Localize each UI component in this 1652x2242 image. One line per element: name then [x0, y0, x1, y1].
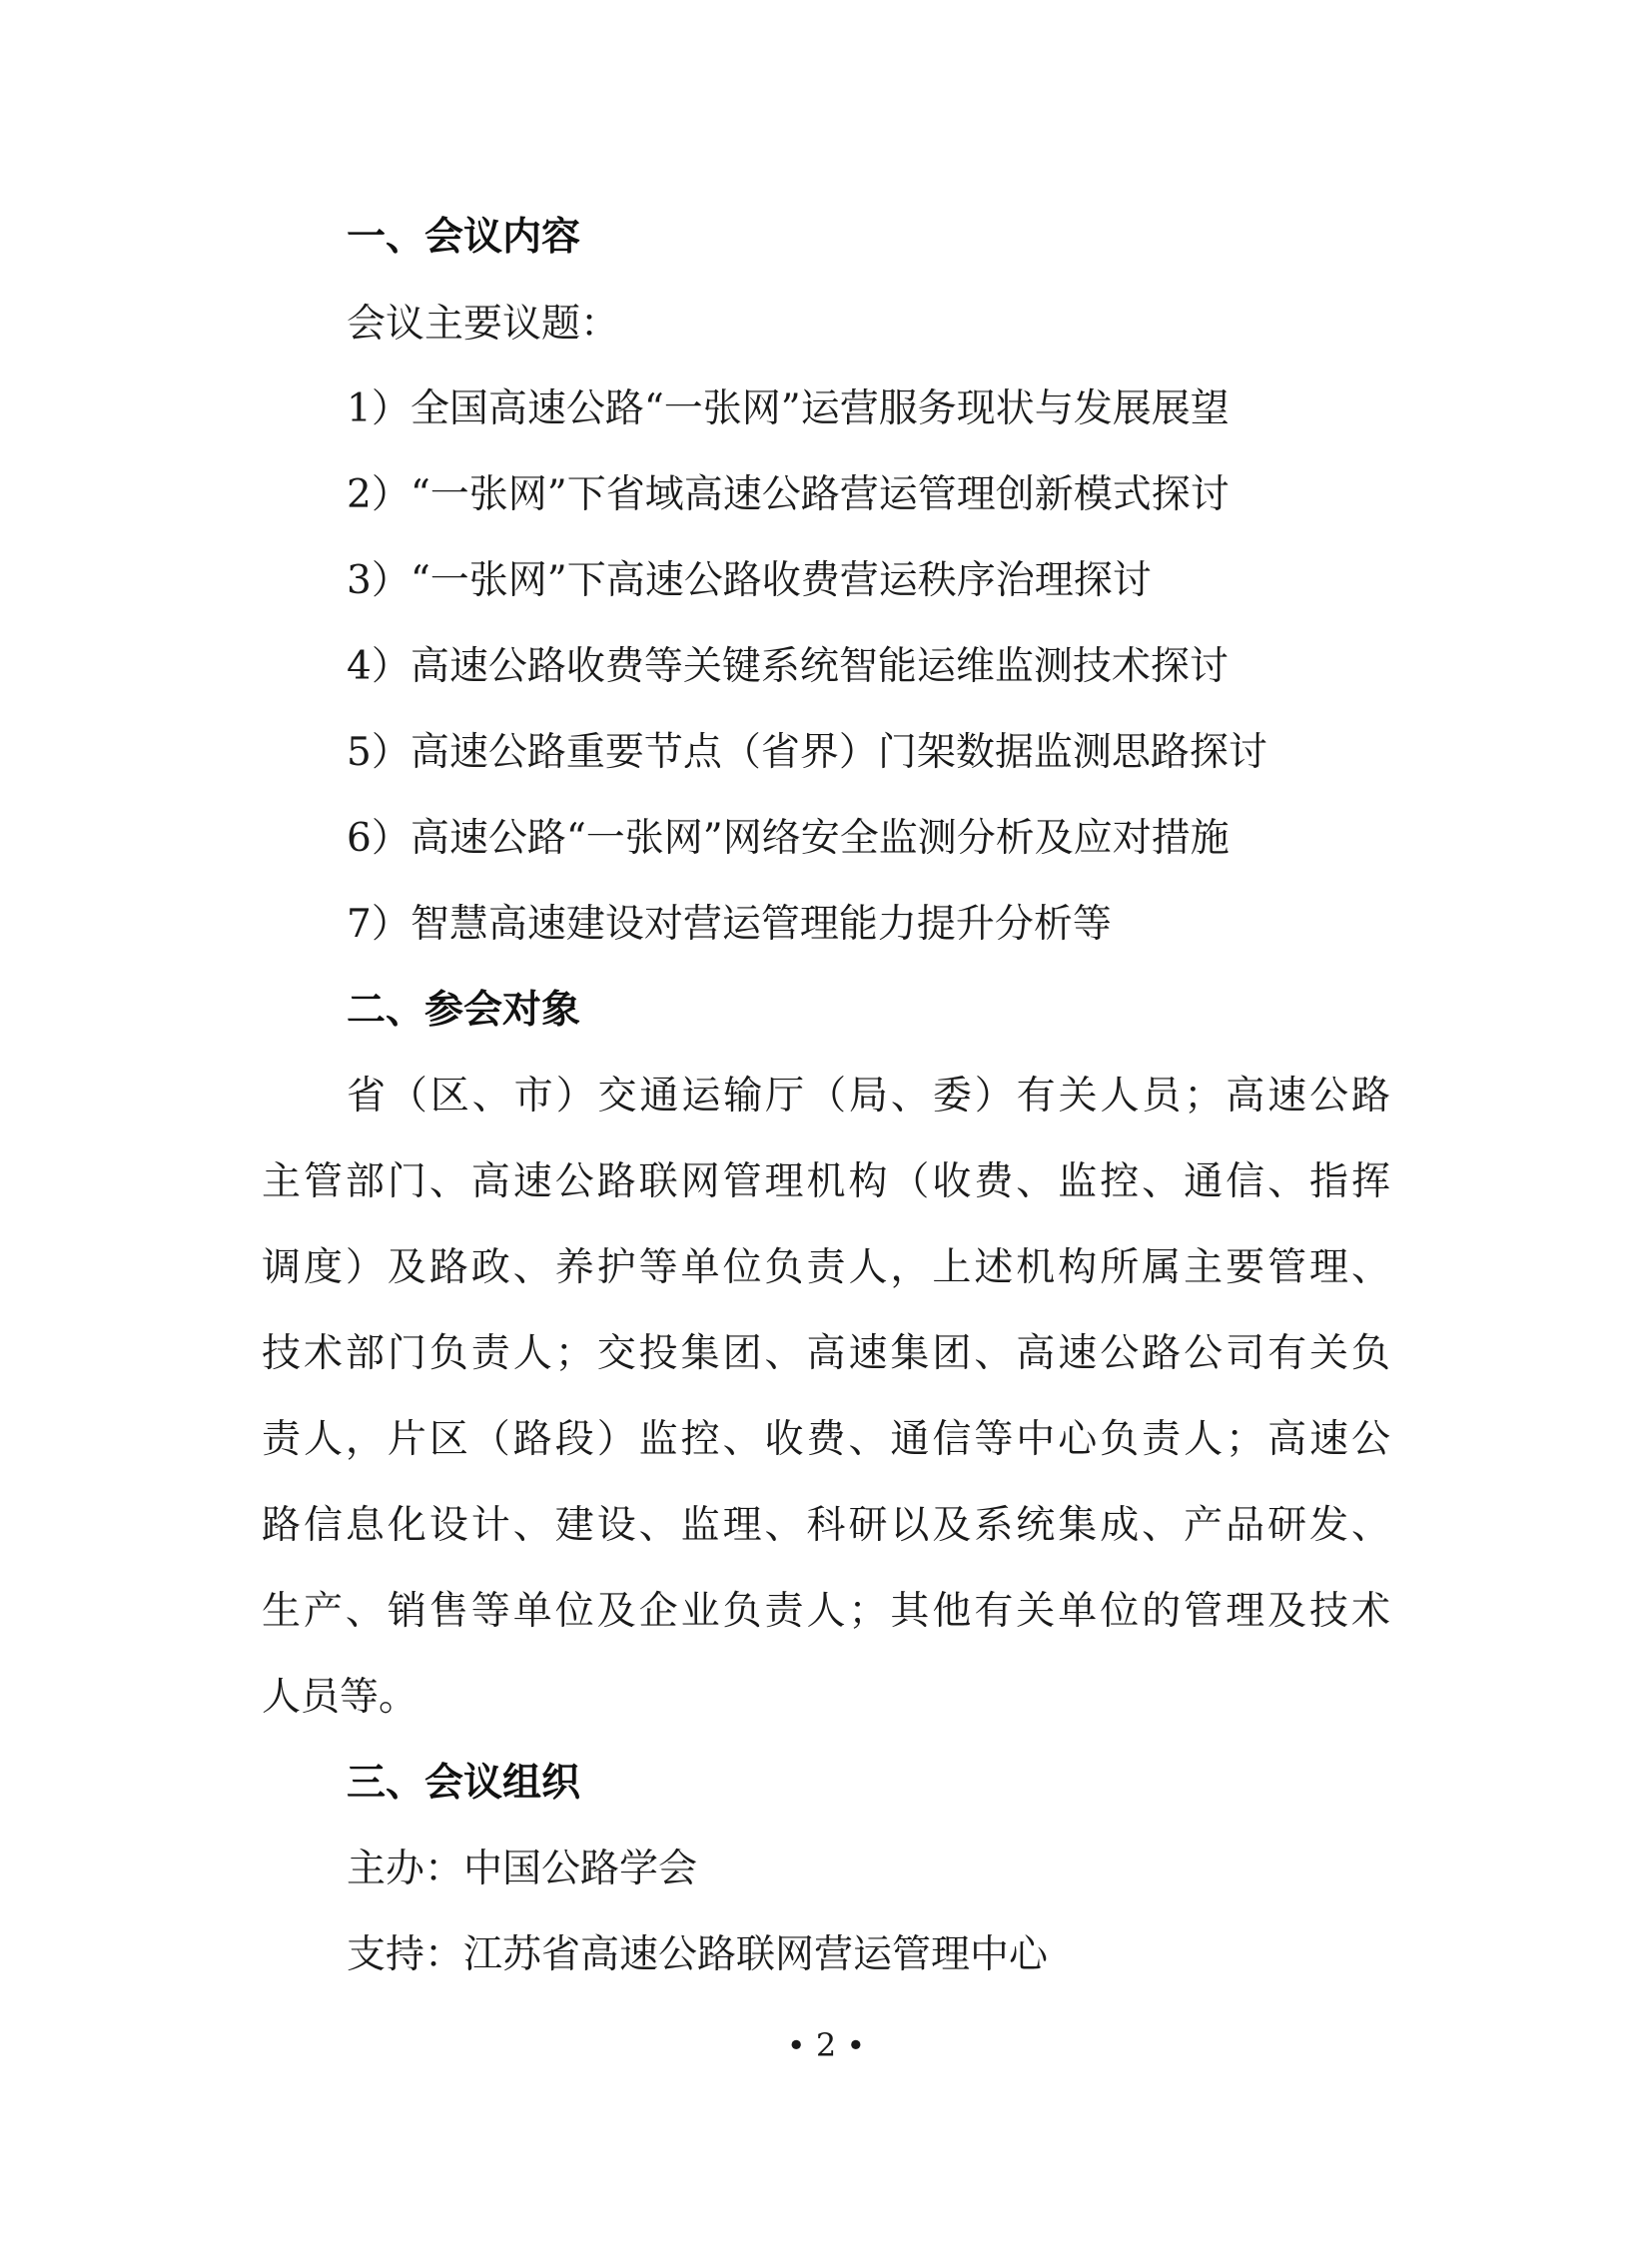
attendees-paragraph-line: 路信息化设计、建设、监理、科研以及系统集成、产品研发、	[262, 1503, 1390, 1548]
section-heading-attendees: 二、参会对象	[347, 988, 581, 1033]
attendees-paragraph-line: 生产、销售等单位及企业负责人；其他有关单位的管理及技术	[262, 1589, 1390, 1634]
attendees-paragraph-line: 省（区、市）交通运输厅（局、委）有关人员；高速公路	[347, 1074, 1390, 1119]
topic-item-4: 4）高速公路收费等关键系统智能运维监测技术探讨	[347, 644, 1229, 689]
topic-item-5: 5）高速公路重要节点（省界）门架数据监测思路探讨	[347, 730, 1267, 775]
attendees-paragraph-line: 主管部门、高速公路联网管理机构（收费、监控、通信、指挥	[262, 1159, 1390, 1204]
page-number: • 2 •	[786, 2026, 866, 2064]
content-intro: 会议主要议题：	[347, 302, 620, 347]
organization-host: 主办：中国公路学会	[347, 1847, 698, 1891]
attendees-paragraph-line: 调度）及路政、养护等单位负责人，上述机构所属主要管理、	[262, 1245, 1390, 1290]
attendees-paragraph-line: 人员等。	[262, 1675, 418, 1720]
topic-item-7: 7）智慧高速建设对营运管理能力提升分析等	[347, 902, 1112, 947]
section-heading-content: 一、会议内容	[347, 215, 581, 260]
topic-item-1: 1）全国高速公路“一张网”运营服务现状与发展展望	[347, 386, 1230, 431]
topic-item-3: 3）“一张网”下高速公路收费营运秩序治理探讨	[347, 558, 1152, 603]
attendees-paragraph-line: 技术部门负责人；交投集团、高速集团、高速公路公司有关负	[262, 1331, 1390, 1376]
section-heading-organization: 三、会议组织	[347, 1761, 581, 1806]
attendees-paragraph-line: 责人，片区（路段）监控、收费、通信等中心负责人；高速公	[262, 1417, 1390, 1462]
topic-item-2: 2）“一张网”下省域高速公路营运管理创新模式探讨	[347, 472, 1230, 517]
topic-item-6: 6）高速公路“一张网”网络安全监测分析及应对措施	[347, 816, 1230, 861]
organization-support: 支持：江苏省高速公路联网营运管理中心	[347, 1932, 1049, 1977]
